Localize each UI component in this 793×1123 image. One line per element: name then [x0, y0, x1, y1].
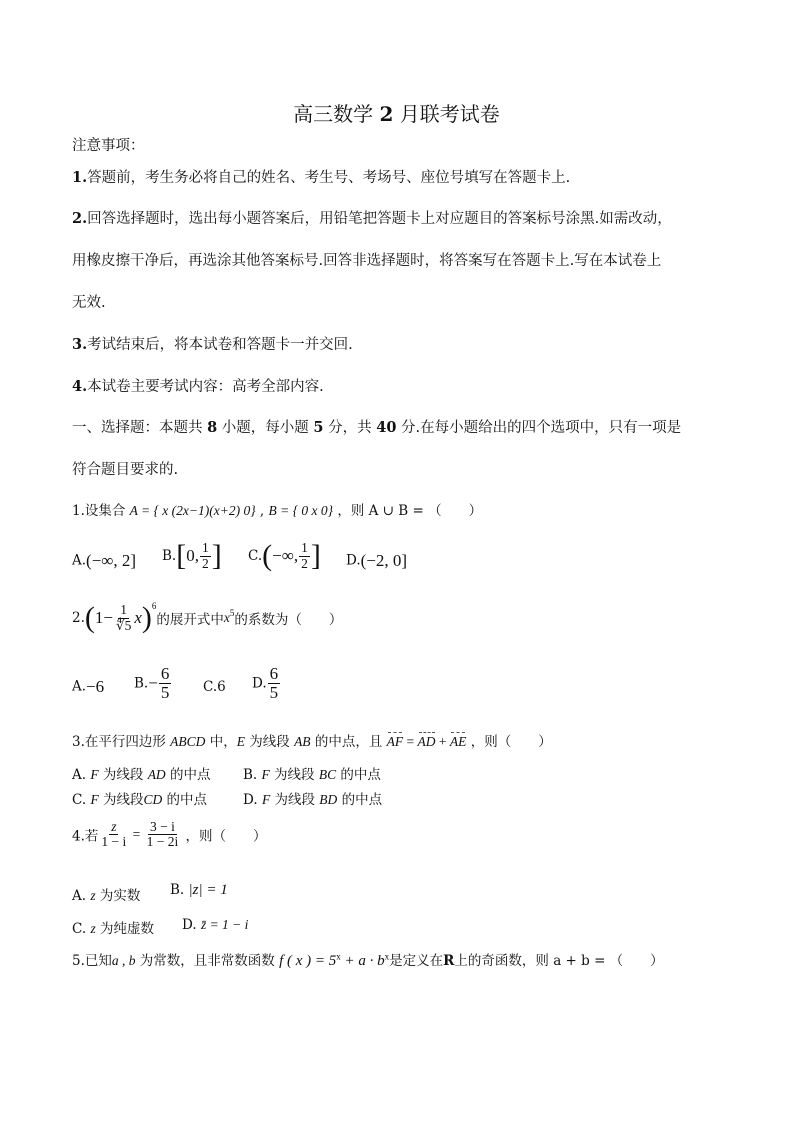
q1-option-b[interactable]: B.[0, $\frac{1}{2}$ ]	[162, 539, 222, 572]
question-3: 3.在平行四边形 ABCD 中，E 为线段 AB 的中点，且 AF = AD + AE ，则（ ）	[72, 734, 552, 750]
notice-heading: 注意事项：	[72, 138, 145, 154]
q2-option-b[interactable]: B.− $\frac{6}{5}$	[134, 664, 170, 702]
notice-item-3: 3.考试结束后，将本试卷和答题卡一并交回.	[72, 336, 353, 353]
notice-item-4: 4.本试卷主要考试内容：高考全部内容.	[72, 378, 324, 395]
question-4: 4.若 $\frac{z}{1 - i}$ = $\frac{3 - i}{1 - 2i}$ ，则（ ）	[72, 819, 267, 850]
q4-option-d[interactable]: D. z̄ = 1 − i	[182, 917, 249, 933]
q4-option-b[interactable]: B. |z| = 1	[170, 882, 228, 898]
question-1: 1.设集合 A = { x (2x−1)(x+2) 0} , B = { 0 x 0} ，则 A ∪ B = （ ）	[72, 503, 483, 519]
q4-option-a[interactable]: A. z 为实数	[72, 888, 141, 904]
q3-option-c[interactable]: C. F 为线段CD 的中点	[72, 792, 208, 808]
notice-item-2-cont2: 无效.	[72, 295, 106, 311]
q2-option-c[interactable]: C.6	[203, 679, 226, 695]
q4-option-c[interactable]: C. z 为纯虚数	[72, 921, 154, 937]
section-heading-cont: 符合题目要求的.	[72, 462, 179, 478]
notice-item-1: 1.答题前，考生务必将自己的姓名、考生号、考场号、座位号填写在答题卡上.	[72, 169, 571, 186]
q3-option-d[interactable]: D. F 为线段 BD 的中点	[243, 792, 383, 808]
question-5: 5.已知a , b 为常数，且非常数函数 f ( x ) = $5^x + a \cdot b^x$是定义在R上的奇函数，则 a + b = （ ）	[72, 951, 664, 969]
section-heading: 一、选择题：本题共 8 小题，每小题 5 分，共 40 分.在每小题给出的四个选项中，只有一项是	[72, 419, 682, 436]
notice-item-2: 2.回答选择题时，选出每小题答案后，用铅笔把答题卡上对应题目的答案标号涂黑.如需改动，	[72, 210, 672, 227]
set-a-expr: A = { x (2x−1)(x+2) 0}	[129, 503, 256, 518]
q1-option-a[interactable]: A.(−∞, 2]	[72, 551, 137, 570]
question-2: 2.(1− $\frac{1}{∜5}$ x)$^6$的展开式中$x^5$的系数为（ ）	[72, 601, 343, 634]
vector-ad: AD	[417, 734, 436, 749]
q2-option-d[interactable]: D. $\frac{6}{5}$	[252, 664, 279, 702]
set-b-expr: B = { 0 x 0}	[268, 503, 334, 518]
q3-option-a[interactable]: A. F 为线段 AD 的中点	[72, 767, 211, 783]
q1-option-c[interactable]: C.(−∞, $\frac{1}{2}$ ]	[248, 539, 321, 572]
vector-af: AF	[386, 734, 404, 749]
notice-item-2-cont: 用橡皮擦干净后，再选涂其他答案标号.回答非选择题时，将答案写在答题卡上.写在本试卷上	[72, 253, 662, 269]
q1-option-d[interactable]: D.(−2, 0]	[346, 551, 408, 570]
q2-option-a[interactable]: A.−6	[72, 677, 105, 696]
page-title: 高三数学 2 月联考试卷	[293, 102, 500, 126]
vector-ae: AE	[449, 734, 467, 749]
q3-option-b[interactable]: B. F 为线段 BC 的中点	[243, 767, 381, 783]
